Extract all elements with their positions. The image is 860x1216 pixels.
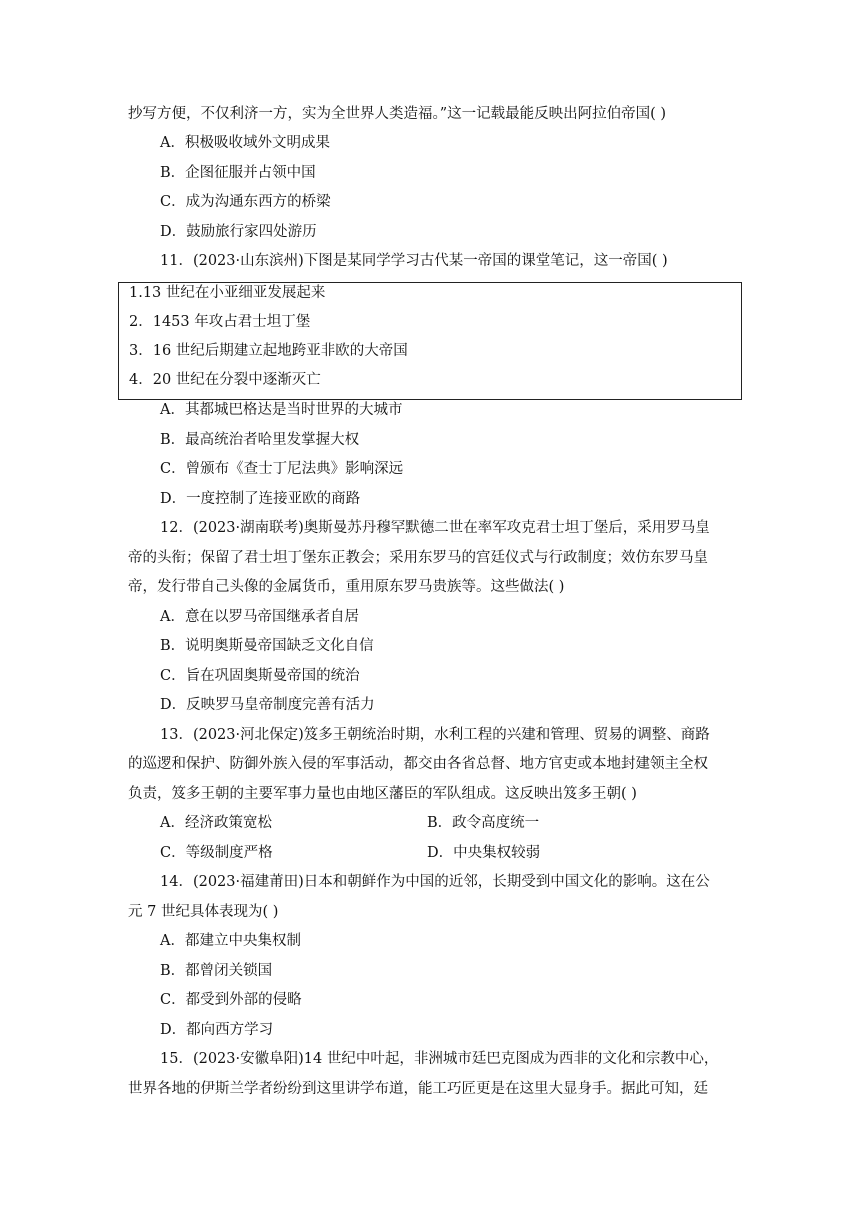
q14-option-c: C．都受到外部的侵略 (160, 992, 302, 1008)
question-12-stem-line-2: 帝的头衔；保留了君士坦丁堡东正教会；采用东罗马的宫廷仪式与行政制度；效仿东罗马皇 (128, 550, 708, 566)
q11-option-c: C．曾颁布《查士丁尼法典》影响深远 (160, 461, 404, 477)
q10-option-d: D．鼓励旅行家四处游历 (160, 224, 317, 240)
q13-option-c: C．等级制度严格 (160, 845, 273, 861)
q13-option-d: D．中央集权较弱 (427, 845, 541, 861)
question-10-stem-tail: 抄写方便，不仅利济一方，实为全世界人类造福。”这一记载最能反映出阿拉伯帝国( ) (128, 106, 667, 122)
q10-option-b: B．企图征服并占领中国 (160, 165, 316, 181)
note-item-3: 3．16 世纪后期建立起地跨亚非欧的大帝国 (129, 343, 408, 359)
q11-option-b: B．最高统治者哈里发掌握大权 (160, 432, 360, 448)
question-12-stem-line-3: 帝，发行带自己头像的金属货币，重用原东罗马贵族等。这些做法( ) (128, 579, 565, 595)
note-item-4: 4．20 世纪在分裂中逐渐灭亡 (129, 372, 321, 388)
q12-option-a: A．意在以罗马帝国继承者自居 (160, 609, 359, 625)
question-15-stem-line-1: 15．(2023·安徽阜阳)14 世纪中叶起，非洲城市廷巴克图成为西非的文化和宗教中心， (160, 1051, 719, 1067)
q13-option-a: A．经济政策宽松 (160, 815, 272, 831)
q10-option-a: A．积极吸收域外文明成果 (160, 135, 330, 151)
question-13-stem-line-3: 负责，笈多王朝的主要军事力量也由地区藩臣的军队组成。这反映出笈多王朝( ) (128, 786, 637, 802)
question-15-stem-line-2: 世界各地的伊斯兰学者纷纷到这里讲学布道，能工巧匠更是在这里大显身手。据此可知，廷 (128, 1081, 708, 1097)
question-12-stem-line-1: 12．(2023·湖南联考)奥斯曼苏丹穆罕默德二世在率军攻克君士坦丁堡后，采用罗马皇 (160, 520, 710, 536)
q12-option-c: C．旨在巩固奥斯曼帝国的统治 (160, 668, 360, 684)
note-item-1: 1.13 世纪在小亚细亚发展起来 (129, 285, 326, 301)
q13-option-b: B．政令高度统一 (427, 815, 540, 831)
q14-option-b: B．都曾闭关锁国 (160, 963, 273, 979)
q11-option-a: A．其都城巴格达是当时世界的大城市 (160, 402, 403, 418)
note-item-2: 2．1453 年攻占君士坦丁堡 (129, 314, 311, 330)
q12-option-b: B．说明奥斯曼帝国缺乏文化自信 (160, 638, 374, 654)
q11-option-d: D．一度控制了连接亚欧的商路 (160, 491, 361, 507)
question-13-stem-line-2: 的巡逻和保护、防御外族入侵的军事活动，都交由各省总督、地方官吏或本地封建领主全权 (128, 756, 708, 772)
question-14-stem-line-1: 14．(2023·福建莆田)日本和朝鲜作为中国的近邻，长期受到中国文化的影响。这在公 (160, 874, 710, 890)
q14-option-d: D．都向西方学习 (160, 1022, 274, 1038)
question-13-stem-line-1: 13．(2023·河北保定)笈多王朝统治时期，水利工程的兴建和管理、贸易的调整、商路 (160, 727, 710, 743)
q10-option-c: C．成为沟通东西方的桥梁 (160, 194, 331, 210)
question-11-stem: 11．(2023·山东滨州)下图是某同学学习古代某一帝国的课堂笔记，这一帝国( ) (160, 253, 668, 269)
q12-option-d: D．反映罗马皇帝制度完善有活力 (160, 697, 375, 713)
class-notes-box (118, 282, 742, 400)
question-14-stem-line-2: 元 7 世纪具体表现为( ) (128, 904, 279, 920)
q14-option-a: A．都建立中央集权制 (160, 933, 301, 949)
